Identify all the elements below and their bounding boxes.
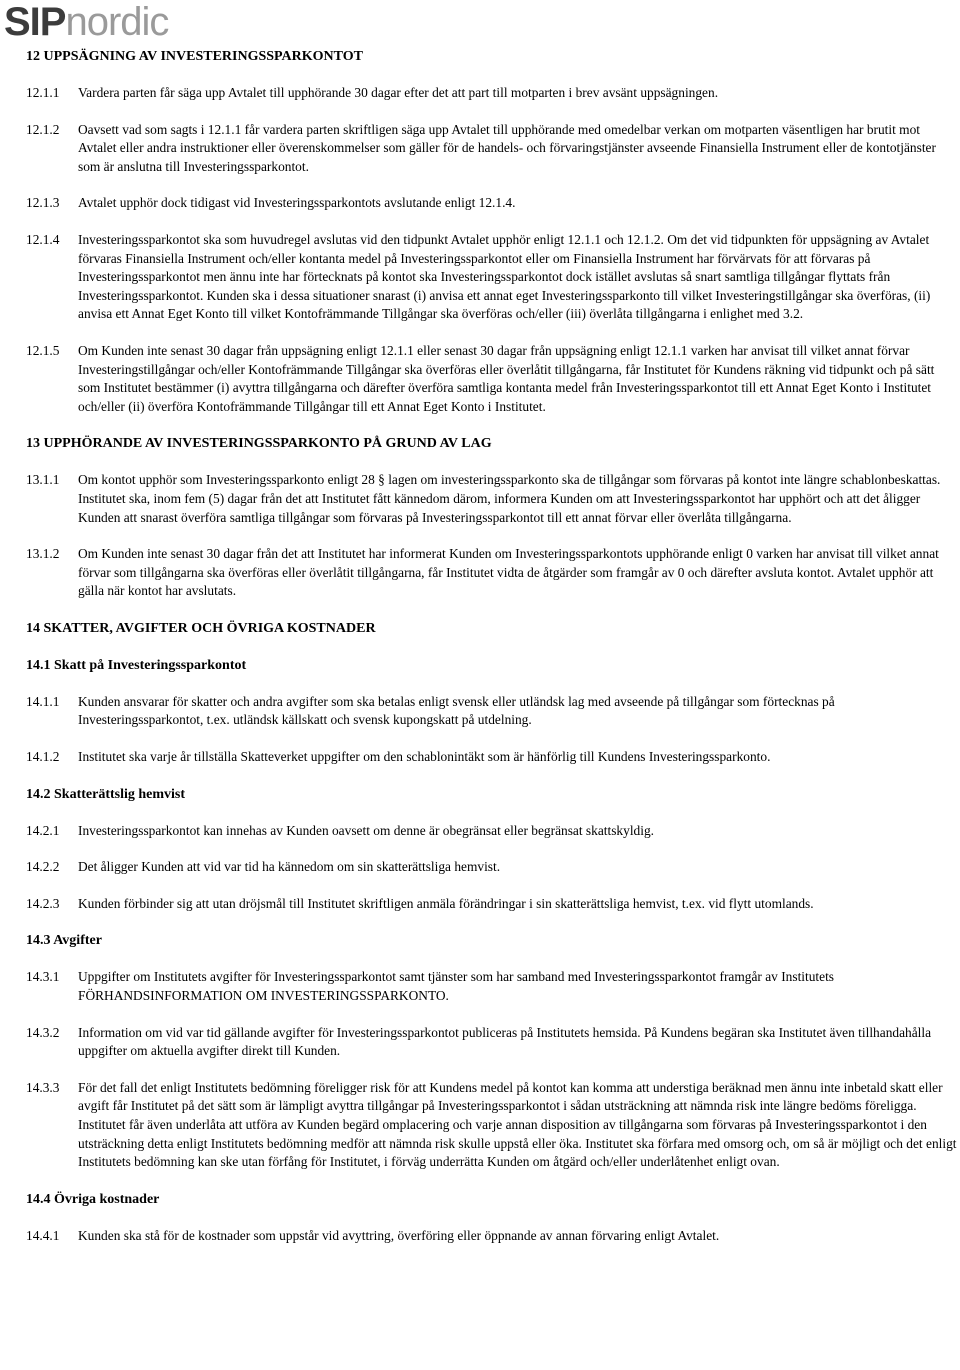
clause-number: 14.2.1	[26, 822, 60, 838]
clause-paragraph	[26, 858, 958, 877]
clause-paragraph	[26, 545, 958, 601]
clause-number: 12.1.4	[26, 231, 60, 247]
clause-text: Om kontot upphör som Investeringssparkonto enligt 28 § lagen om investeringssparkonto ska de tillgångar som förvaras på kontot inte längre schablonbeskattas. Institutet ska, inom fem (5) dagar från det att Institutet fått kännedom därom, informera Kunden om att Investeringssparkontot har upphört och att det åligger Kunden att snarast överföra samtliga tillgångar som förvaras på Investeringssparkontot till ett annat förvar eller överlåta tillgångarna.	[78, 472, 941, 525]
clause-text: Investeringssparkontot ska som huvudregel avslutas vid den tidpunkt Avtalet upphör enligt 12.1.1 och 12.1.2. Om det vid tidpunkten för uppsägning av Avtalet förvaras Finansiella Instrument och/eller kontanta medel på Investeringssparkontot eller om Finansiella Instrument har förvärvats för att förvaras på Investeringssparkontot men ännu inte har förtecknats på kontot ska Investeringssparkontot dock istället avslutas så snart samtliga tillgångar flyttats från Investeringssparkontot. Kunden ska i dessa situationer snarast (i) anvisa ett annat eget Investeringssparkonto till vilket Investeringstillgångar ska överföras, (ii) anvisa ett Annat Eget Konto till vilket Kontofrämmande Tillgångar ska överföras och/eller (iii) överlåta tillgångarna i enlighet med 3.2.	[78, 231, 931, 322]
clause-text: Kunden förbinder sig att utan dröjsmål till Institutet skriftligen anmäla förändringar i sin skatterättsliga hemvist, t.ex. vid flytt utomlands.	[78, 895, 814, 911]
clause-paragraph	[26, 121, 958, 177]
clause-text: Om Kunden inte senast 30 dagar från uppsägning enligt 12.1.1 eller senast 30 dagar från uppsägning enligt 12.1.1 varken har anvisat till vilket annat förvar Investeringstillgångar och/eller Kontofrämmande Tillgångar ska överföras eller överlåtit tillgångarna, får Institutet för Kundens räkning vid tidpunkt och på sätt som Institutet bestämmer (i) avyttra tillgångarna och därefter överföra samtliga kontanta medel från Investeringssparkontot till ett Annat Eget Konto i Institutet och/eller (ii) överföra Kontofrämmande Tillgångar till ett Annat Eget Konto i Institutet.	[78, 342, 935, 414]
subsection-heading: 14.4 Övriga kostnader	[26, 1191, 160, 1207]
section-heading: 12 UPPSÄGNING AV INVESTERINGSSPARKONTOT	[26, 49, 363, 64]
clause-number: 14.2.2	[26, 859, 60, 875]
clause-text: Om Kunden inte senast 30 dagar från det att Institutet har informerat Kunden om Investeringssparkontots upphörande enligt 0 varken har anvisat till vilket annat förvar som tillgångarna ska överföras eller överlåtit tillgångarna, får Institutet vidta de åtgärder som framgår av 0 och därefter avsluta kontot. Avtalet upphör att gälla när kontot har avslutats.	[78, 546, 939, 599]
subsection-heading: 14.1 Skatt på Investeringssparkontot	[26, 657, 247, 673]
clause-paragraph	[26, 342, 958, 416]
subsection-heading: 14.3 Avgifter	[26, 933, 102, 949]
clause-paragraph	[26, 231, 958, 324]
clause-paragraph	[26, 693, 958, 730]
clause-number: 14.3.3	[26, 1079, 60, 1095]
clause-paragraph	[26, 84, 958, 103]
clause-number: 12.1.1	[26, 85, 60, 100]
clause-paragraph	[26, 471, 958, 527]
clause-number: 14.2.3	[26, 895, 60, 911]
clause-text: Institutet ska varje år tillställa Skatteverket uppgifter om den schablonintäkt som är hänförlig till Kundens Investeringssparkonto.	[78, 749, 771, 765]
clause-number: 13.1.1	[26, 472, 60, 488]
clause-number: 12.1.5	[26, 342, 60, 358]
clause-paragraph	[26, 895, 958, 914]
clause-paragraph	[26, 822, 958, 841]
section-heading: 13 UPPHÖRANDE AV INVESTERINGSSPARKONTO PÅ GRUND AV LAG	[26, 436, 492, 452]
clause-text: För det fall det enligt Institutets bedömning föreligger risk för att Kundens medel på kontot kan komma att understiga beräknad men ännu inte inbetald skatt eller avgift får Institutet på det sätt som är lämpligt avyttra tillgångar på Investeringssparkontot i sådan utsträckning att nämnda risk inte längre bedöms föreligga. Institutet får även underlåta att utföra av Kunden begärd omplacering och varje annan disposition av tillgångarna som förvaras på Investeringssparkontot i den utsträckning detta enligt Institutets bedömning medför att nämnda risk skulle uppstå eller öka. Institutet ska förfara med omsorg och, om så är möjligt och det enligt Institutets bedömning kan ske utan förfång för Institutet, i förväg underrätta Kunden om åtgärd och/eller underlåtenhet enligt ovan.	[78, 1079, 957, 1170]
clause-number: 13.1.2	[26, 546, 60, 562]
sipnordic-logo	[4, 0, 168, 44]
clause-text: Kunden ska stå för de kostnader som uppstår vid avyttring, överföring eller öppnande av annan förvaring enligt Avtalet.	[78, 1227, 720, 1243]
clause-text: Kunden ansvarar för skatter och andra avgifter som ska betalas enligt svensk eller utländsk lag med avseende på tillgångar som förtecknas på Investeringssparkontot, t.ex. utländsk källskatt och svensk kupongskatt på utdelning.	[78, 693, 835, 728]
subsection-heading: 14.2 Skatterättslig hemvist	[26, 786, 186, 802]
document-body	[26, 47, 958, 1263]
clause-paragraph	[26, 1227, 958, 1246]
clause-text: Investeringssparkontot kan innehas av Kunden oavsett om denne är obegränsat eller begränsat skattskyldig.	[78, 822, 655, 838]
clause-number: 12.1.2	[26, 121, 60, 137]
clause-text: Oavsett vad som sagts i 12.1.1 får vardera parten skriftligen säga upp Avtalet till upphörande med omedelbar verkan om motparten väsentligen har brutit mot Avtalet eller andra instruktioner eller överenskommelser som gäller för de handels- och förvaringstjänster avseende Finansiella Instrument eller de kontotjänster som är anslutna till Investeringssparkontot.	[78, 121, 936, 174]
clause-text: Information om vid var tid gällande avgifter för Investeringssparkontot publiceras på Institutets hemsida. På Kundens begäran ska Institutet även tillhandahålla uppgifter om aktuella avgifter direkt till Kunden.	[78, 1024, 932, 1059]
clause-number: 14.4.1	[26, 1227, 60, 1243]
clause-text: Det åligger Kunden att vid var tid ha kännedom om sin skatterättsliga hemvist.	[78, 859, 501, 875]
logo-sip: SIP	[4, 0, 66, 44]
clause-number: 12.1.3	[26, 195, 60, 211]
clause-number: 14.1.2	[26, 749, 60, 765]
clause-text: Vardera parten får säga upp Avtalet till upphörande 30 dagar efter det att part till motparten i brev avsänt uppsägningen.	[78, 85, 719, 100]
clause-paragraph	[26, 748, 958, 767]
clause-number: 14.3.1	[26, 969, 60, 985]
clause-paragraph	[26, 1024, 958, 1061]
clause-number: 14.1.1	[26, 693, 60, 709]
clause-text: Uppgifter om Institutets avgifter för Investeringssparkontot samt tjänster som har samband med Investeringssparkontot framgår av Institutets FÖRHANDSINFORMATION OM INVESTERINGSSPARKONTO.	[78, 969, 835, 1004]
logo-nordic: nordic	[65, 0, 169, 44]
section-heading: 14 SKATTER, AVGIFTER OCH ÖVRIGA KOSTNADER	[26, 620, 376, 636]
clause-paragraph	[26, 1079, 958, 1172]
clause-number: 14.3.2	[26, 1024, 60, 1040]
clause-paragraph	[26, 968, 958, 1005]
clause-paragraph	[26, 194, 958, 213]
clause-text: Avtalet upphör dock tidigast vid Investeringssparkontots avslutande enligt 12.1.4.	[78, 195, 516, 211]
